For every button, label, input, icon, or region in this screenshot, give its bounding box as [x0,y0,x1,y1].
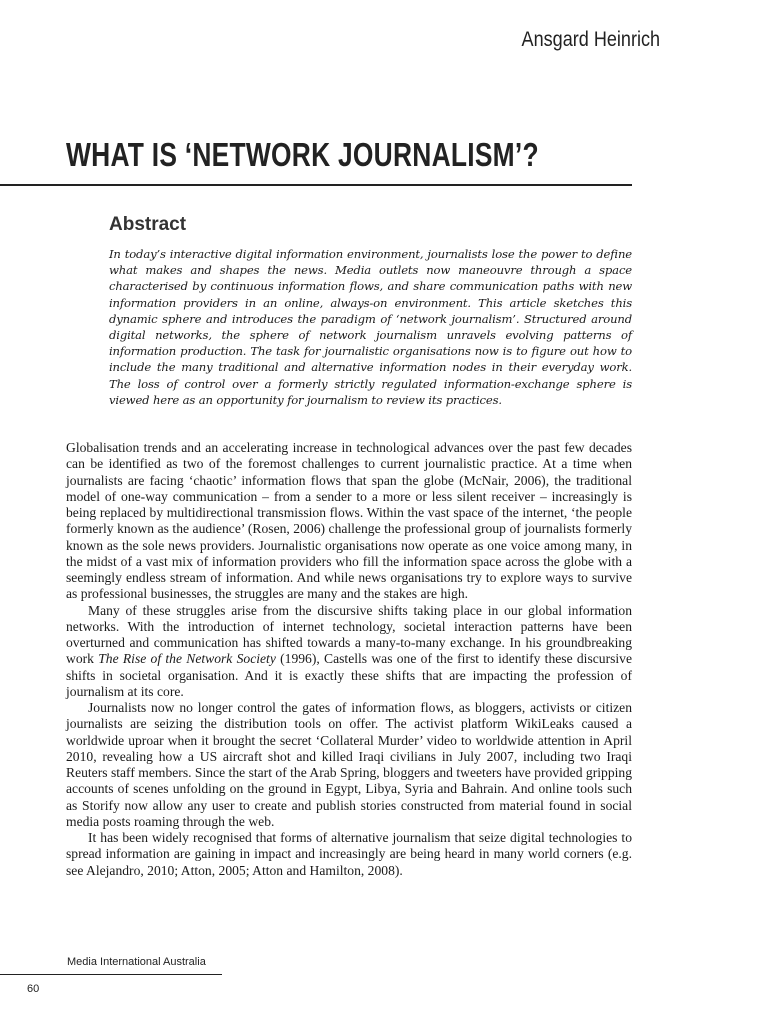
abstract-text: In today’s interactive digital information environment, journalists lose the power to define what makes and shapes the news. Media outlets now maneouvre through a space characterised by continuous information flows, and share communication paths with new information providers in an online, always-on environment. This article sketches this dynamic sphere and introduces the paradigm of ‘network journalism’. Structured around digital networks, the sphere of network journalism unravels evolving patterns of information production. The task for journalistic organisations now is to figure out how to include the many traditional and alternative information nodes in their everyday work. The loss of control over a formerly strictly regulated information-exchange sphere is viewed here as an opportunity for journalism to review its practices. [109,247,632,407]
body-paragraph-2 [66,603,632,701]
page-number: 60 [27,983,40,995]
paragraph-2-text-end: (1996), Castells was one of the first to identify these discursive shifts in societal organisation. And it is exactly these shifts that are impacting the profession of journalism at its core. [66,651,633,699]
footer-divider [0,974,222,975]
abstract-heading: Abstract [109,214,187,235]
journal-name: Media International Australia [67,956,206,968]
body-paragraph-1: Globalisation trends and an accelerating increase in technological advances over the past few decades can be identified as two of the foremost challenges to current journalistic practice. At a time when journalists are facing ‘chaotic’ information flows that span the globe (McNair, 2006), the traditional model of one-way communication – from a sender to a more or less silent receiver – increasingly is being replaced by multidirectional transmission flows. Within the vast space of the internet, ‘the people formerly known as the audience’ (Rosen, 2006) challenge the professional group of journalists formerly known as the sole news providers. Journalistic organisations now operate as one voice among many, in the midst of a vast mix of information providers who fill the information space across the globe with a seemingly endless stream of information. And while news organisations try to explore ways to survive as professional businesses, the struggles are many and the stakes are high. [66,440,632,602]
title-divider [0,184,632,186]
article-title: WHAT IS ‘NETWORK JOURNALISM’? [66,136,539,173]
article-body [66,440,632,879]
body-paragraph-3: Journalists now no longer control the gates of information flows, as bloggers, activists or citizen journalists are seizing the distribution tools on offer. The activist platform WikiLeaks caused a worldwide uproar when it brought the secret ‘Collateral Murder’ video to worldwide attention in April 2010, revealing how a US aircraft shot and killed Iraqi civilians in July 2007, including two Iraqi Reuters staff members. Since the start of the Arab Spring, bloggers and tweeters have provided gripping accounts of scenes unfolding on the ground in Egypt, Libya, Syria and Bahrain. And online tools such as Storify now allow any user to create and publish stories constructed from material found in social media posts roaming through the web. [66,700,632,829]
body-paragraph-4: It has been widely recognised that forms of alternative journalism that seize digital technologies to spread information are gaining in impact and increasingly are being heard in many world corners (e.g. see Alejandro, 2010; Atton, 2005; Atton and Hamilton, 2008). [66,830,632,878]
author-name: Ansgard Heinrich [521,28,660,51]
book-title: The Rise of the Network Society [98,651,276,667]
paragraph-2-text-start: Many of these struggles arise from the discursive shifts taking place in our global information networks. With the introduction of internet technology, societal interaction patterns have been overturned and communication has shifted towards a many-to-many exchange. In his groundbreaking work [66,602,632,667]
